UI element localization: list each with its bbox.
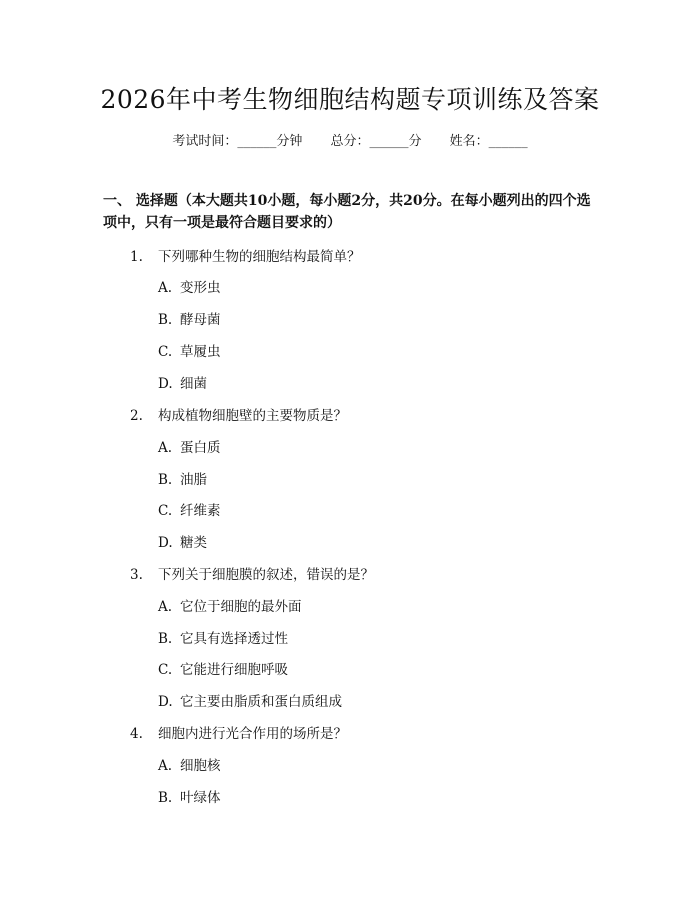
option[interactable] [158, 436, 221, 456]
question-2 [130, 404, 347, 424]
student-name: 姓名：______ [449, 134, 528, 149]
option-letter: B. [158, 631, 173, 647]
option-text: 蛋白质 [180, 440, 221, 456]
option-letter: B. [158, 790, 173, 806]
option-letter: C. [158, 344, 173, 360]
option-letter: B. [158, 312, 173, 328]
option-text: 它主要由脂质和蛋白质组成 [180, 694, 342, 710]
question-1 [130, 245, 361, 265]
option[interactable] [158, 658, 288, 678]
option[interactable] [158, 754, 221, 774]
option[interactable] [158, 340, 221, 360]
exam-info [0, 130, 700, 149]
option-letter: D. [158, 694, 173, 710]
question-text: 细胞内进行光合作用的场所是？ [158, 726, 347, 742]
question-text: 下列哪种生物的细胞结构最简单？ [158, 249, 361, 265]
option-letter: C. [158, 662, 173, 678]
exam-time: 考试时间：______分钟 [172, 134, 303, 149]
option-text: 草履虫 [180, 344, 221, 360]
question-number: 3. [130, 567, 143, 583]
option-letter: D. [158, 376, 173, 392]
question-number: 2. [130, 408, 143, 424]
page-title: 2026年中考生物细胞结构题专项训练及答案 [100, 85, 600, 114]
question-number: 1. [130, 249, 143, 265]
option-letter: A. [158, 440, 173, 456]
option[interactable] [158, 531, 207, 551]
option-text: 变形虫 [180, 280, 221, 296]
option-text: 它位于细胞的最外面 [180, 599, 302, 615]
option-text: 它能进行细胞呼吸 [180, 662, 288, 678]
option[interactable] [158, 372, 207, 392]
option[interactable] [158, 690, 342, 710]
question-text: 构成植物细胞壁的主要物质是？ [158, 408, 347, 424]
section-heading: 一、 选择题（本大题共10小题，每小题2分，共20分。在每小题列出的四个选项中，只有一项是最符合题目要求的） [103, 193, 591, 231]
option-text: 它具有选择透过性 [180, 631, 288, 647]
option-text: 纤维素 [180, 503, 221, 519]
option-letter: C. [158, 503, 173, 519]
option-text: 油脂 [180, 472, 207, 488]
option[interactable] [158, 308, 221, 328]
option-letter: A. [158, 280, 173, 296]
option-letter: A. [158, 599, 173, 615]
question-3 [130, 563, 374, 583]
option-text: 糖类 [180, 535, 207, 551]
question-4 [130, 722, 347, 742]
option[interactable] [158, 499, 221, 519]
question-text: 下列关于细胞膜的叙述，错误的是？ [158, 567, 374, 583]
option-text: 酵母菌 [180, 312, 221, 328]
option-text: 细菌 [180, 376, 207, 392]
option-text: 细胞核 [180, 758, 221, 774]
option[interactable] [158, 276, 221, 296]
option-text: 叶绿体 [180, 790, 221, 806]
option[interactable] [158, 786, 221, 806]
total-score: 总分：______分 [330, 134, 422, 149]
option[interactable] [158, 627, 288, 647]
option[interactable] [158, 468, 207, 488]
option[interactable] [158, 595, 302, 615]
option-letter: A. [158, 758, 173, 774]
question-number: 4. [130, 726, 143, 742]
option-letter: D. [158, 535, 173, 551]
option-letter: B. [158, 472, 173, 488]
